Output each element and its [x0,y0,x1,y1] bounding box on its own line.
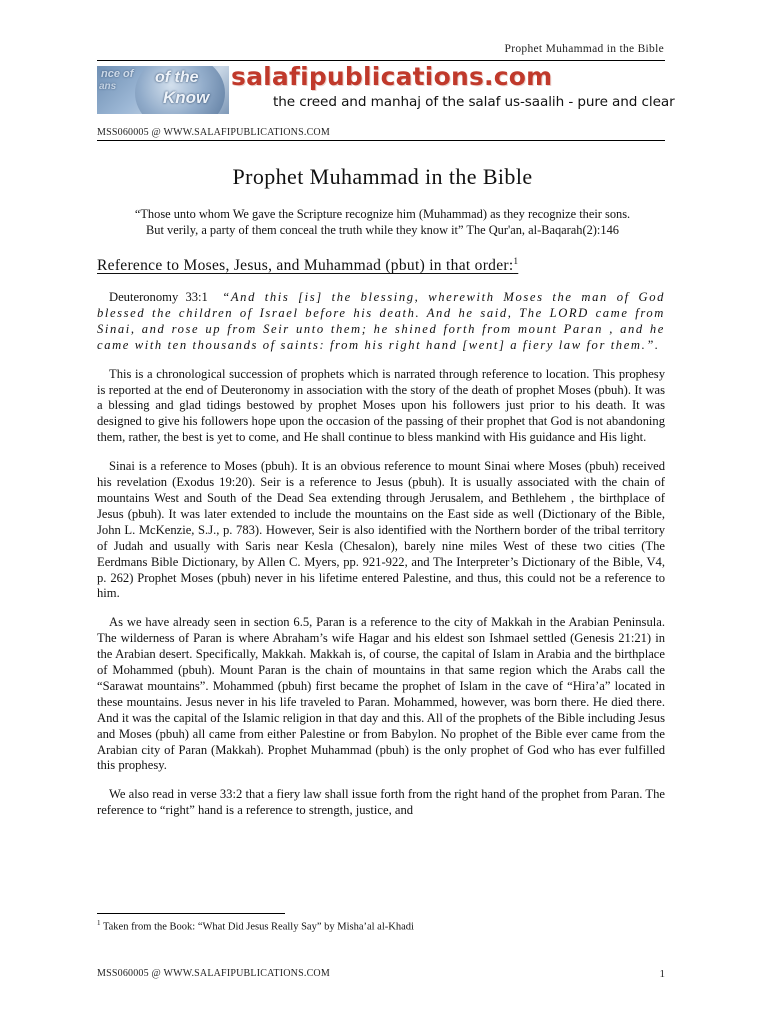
publisher-banner [97,62,675,118]
footnote-text: Taken from the Book: “What Did Jesus Really Say” by Misha’al al-Khadi [102,921,414,933]
document-id: MSS060005 @ WWW.SALAFIPUBLICATIONS.COM [97,127,330,138]
banner-image-text: of the [155,69,199,86]
scripture-reference: Deuteronomy 33:1 [109,290,208,304]
publisher-tagline: the creed and manhaj of the salaf us-saalih - pure and clear [273,94,675,110]
paragraph [97,290,665,354]
section-heading-text: Reference to Moses, Jesus, and Muhammad (pbut) in that order: [97,257,514,275]
paragraph: We also read in verse 33:2 that a fiery law shall issue forth from the right hand of the prophet from Paran. The reference to “right” hand is a reference to strength, justice, and [97,787,665,818]
banner-globe-image [97,66,229,114]
footer-document-id: MSS060005 @ WWW.SALAFIPUBLICATIONS.COM [97,968,330,979]
footnote-rule [97,913,285,914]
banner-image-text: ans [99,81,117,92]
footnote [97,919,414,933]
header-rule [97,140,665,141]
body-text [97,290,665,832]
document-title: Prophet Muhammad in the Bible [232,164,533,189]
publisher-logo-text: salafipublications.com [231,62,553,91]
page-number: 1 [659,968,665,980]
epigraph [97,206,668,238]
paragraph: This is a chronological succession of prophets which is narrated through reference to location. This prophesy is reported at the end of Deuteronomy in association with the story of the death of prophet Moses (pbuh). It was a blessing and glad tidings bestowed by prophet Moses upon his followers just prior to his death. It was designed to give his followers hope upon the occasion of the passing of their prophet that God is not abandoning them, rather, the best is yet to come, and He shall continue to bless mankind with His guidance and His light. [97,366,665,445]
footnote-reference: 1 [513,256,519,266]
footnote-marker: 1 [97,919,101,927]
paragraph: As we have already seen in section 6.5, Paran is a reference to the city of Makkah in the Arabian Peninsula. The wilderness of Paran is where Abraham’s wife Hagar and his eldest son Ishmael settled (Genesis 21:21) in the Arabian desert. Specifically, Makkah. Makkah is, of course, the capital of Islam in Arabia and the birthplace of Mohammed (pbuh). Mount Paran is the chain of mountains in that same region which the Arabs call the “Sarawat mountains”. Mohammed (pbuh) first became the prophet of Islam in the cave of “Hira’a” located in these mountains. Jesus never in his life traveled to Paran. Mohammed, however, was born there. He died there. And it was the capital of the Islamic religion in that day and this. All of the prophets of the Bible including Jesus and Moses (pbuh) all came from either Palestine or from Babylon. No prophet of the Bible ever came from the Arabian city of Paran (Makkah). Prophet Muhammad (pbuh) is the only prophet of God who has ever fulfilled this prophesy. [97,615,665,773]
header-rule [97,60,665,61]
epigraph-line: But verily, a party of them conceal the truth while they know it” The Qur'an, al-Baqarah(2):146 [146,223,619,237]
epigraph-line: “Those unto whom We gave the Scripture recognize him (Muhammad) as they recognize their sons. [134,207,631,221]
paragraph: Sinai is a reference to Moses (pbuh). It is an obvious reference to mount Sinai where Moses (pbuh) received his revelation (Exodus 19:20). Seir is a reference to Jesus (pbuh). It is usually associated with the chain of mountains West and South of the Dead Sea extending through Jerusalem, and Bethlehem , the birthplace of Jesus (pbuh). It was later extended to include the mountains on the East side as well (Dictionary of the Bible, John L. McKenzie, S.J., p. 783). However, Seir is also identified with the Northern border of the tribal territory of Judah and usually with Saris near Kesla (Chesalon), barely nine miles West of these two cities (The Eerdmans Bible Dictionary, by Allen C. Myers, pp. 921-922, and The Interpreter’s Dictionary of the Bible, V4, p. 262) Prophet Moses (pbuh) never in his lifetime entered Palestine, and thus, this could not be a reference to him. [97,459,665,601]
section-heading [97,256,518,275]
running-title: Prophet Muhammad in the Bible [504,43,664,55]
scripture-quote: “And this [is] the blessing, wherewith Moses the man of God blessed the children of Israel before his death. And he said, The LORD came from Sinai, and rose up from Seir unto them; he shined forth from mount Paran , and he came with ten thousands of saints: from his right hand [went] a fiery law for them.”. [97,290,665,352]
banner-image-text: Know [163,88,210,107]
banner-image-text: nce of [101,68,134,80]
